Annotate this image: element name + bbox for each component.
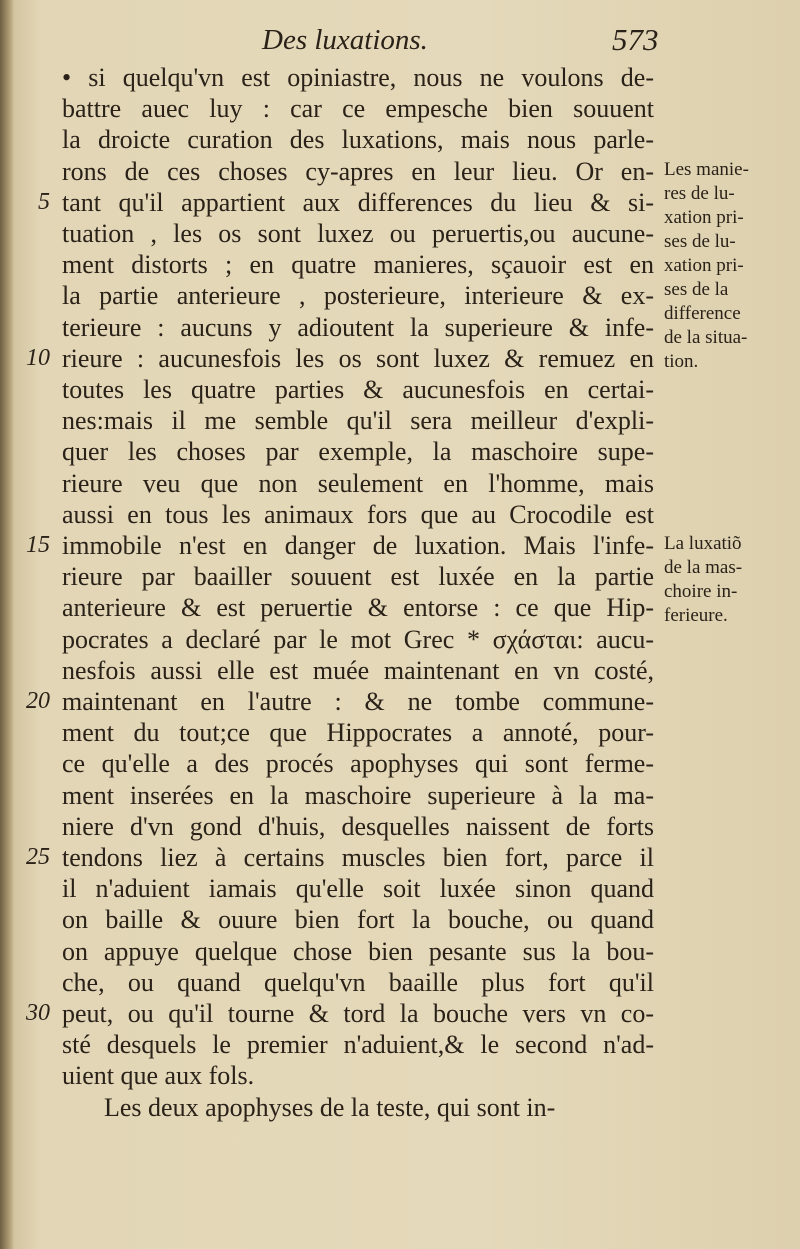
text-line: rieure veu que non seulement en l'homme, mais [62,468,654,498]
text-line: pocrates a declaré par le mot Grec * σχάσται: aucu- [62,624,654,654]
running-header-title: Des luxations. [262,24,428,56]
line-number: 20 [26,688,50,714]
text-line: ment inserées en la maschoire superieure à la ma- [62,780,654,810]
margin-note [664,158,794,374]
text-line: battre auec luy : car ce empesche bien souuent [62,94,654,124]
text-line: ce qu'elle a des procés apophyses qui sont ferme- [62,749,654,779]
text-line: rons de ces choses cy-apres en leur lieu. Or en- [62,156,654,186]
line-number: 15 [26,532,50,558]
margin-note [664,532,794,628]
text-line: toutes les quatre parties & aucunesfois en certai- [62,375,654,404]
text-line: aussi en tous les animaux fors que au Crocodile est [62,499,654,529]
text-line: tuation , les os sont luxez ou peruertis,ou aucune- [62,219,654,248]
text-line: anterieure & est peruertie & entorse : ce que Hip- [62,593,654,623]
text-line: uient que aux fols. [62,1061,255,1091]
margin-note-line: xation pri- [664,206,744,228]
text-line: nesfois aussi elle est muée maintenant en vn costé, [62,655,654,685]
text-line: on baille & ouure bien fort la bouche, ou quand [62,905,654,935]
page-number: 573 [612,22,659,57]
text-line: sté desquels le premier n'aduient,& le second n'ad- [62,1030,654,1060]
margin-note-line: difference [664,302,741,324]
margin-note-line: ses de la [664,278,729,300]
margin-note-line: La luxatiõ [664,533,742,554]
text-line: la droicte curation des luxations, mais nous parle- [62,125,654,155]
text-line: • si quelqu'vn est opiniastre, nous ne voulons de- [62,63,654,92]
text-line: maintenant en l'autre : & ne tombe commune- [62,687,654,716]
text-line: immobile n'est en danger de luxation. Mais l'infe- [62,531,654,560]
line-number: 25 [26,844,50,870]
text-line: la partie anterieure , posterieure, interieure & ex- [62,281,654,311]
margin-note-line: de la mas- [664,557,743,578]
text-line: ment du tout;ce que Hippocrates a annoté, pour- [62,718,654,748]
line-number: 5 [38,188,50,215]
text-line: ment distorts ; en quatre manieres, sçauoir est en [62,250,654,280]
text-line: tendons liez à certains muscles bien fort, parce il [62,843,654,872]
text-line: Les deux apophyses de la teste, qui sont in- [104,1092,556,1122]
text-line: il n'aduient iamais qu'elle soit luxée sinon quand [62,874,654,904]
text-line: quer les choses par exemple, la maschoire supe- [62,437,654,467]
text-line: nes:mais il me semble qu'il sera meilleur d'expli- [62,406,654,436]
margin-note-line: xation pri- [664,254,744,276]
text-line: peut, ou qu'il tourne & tord la bouche vers vn co- [62,999,654,1028]
margin-note-line: ses de lu- [664,230,736,252]
text-line: che, ou quand quelqu'vn baaille plus fort qu'il [62,967,654,997]
margin-note-line: res de lu- [664,182,735,204]
text-line: on appuye quelque chose bien pesante sus la bou- [62,936,654,966]
line-number: 30 [26,1000,50,1026]
text-line: tant qu'il appartient aux differences du lieu & si- [62,187,654,217]
text-line: rieure par baailler souuent est luxée en la partie [62,562,654,592]
margin-note-line: tion. [664,350,699,372]
text-line: terieure : aucuns y adioutent la superieure & infe- [62,312,654,342]
margin-note-line: Les manie- [664,158,749,180]
book-spine-shadow [0,0,14,1249]
text-line: niere d'vn gond d'huis, desquelles naissent de forts [62,811,654,841]
margin-note-line: de la situa- [664,326,748,348]
text-line: rieure : aucunesfois les os sont luxez & remuez en [62,343,654,373]
margin-note-line: choire in- [664,581,738,602]
line-number: 10 [26,344,50,371]
margin-note-line: ferieure. [664,605,728,626]
